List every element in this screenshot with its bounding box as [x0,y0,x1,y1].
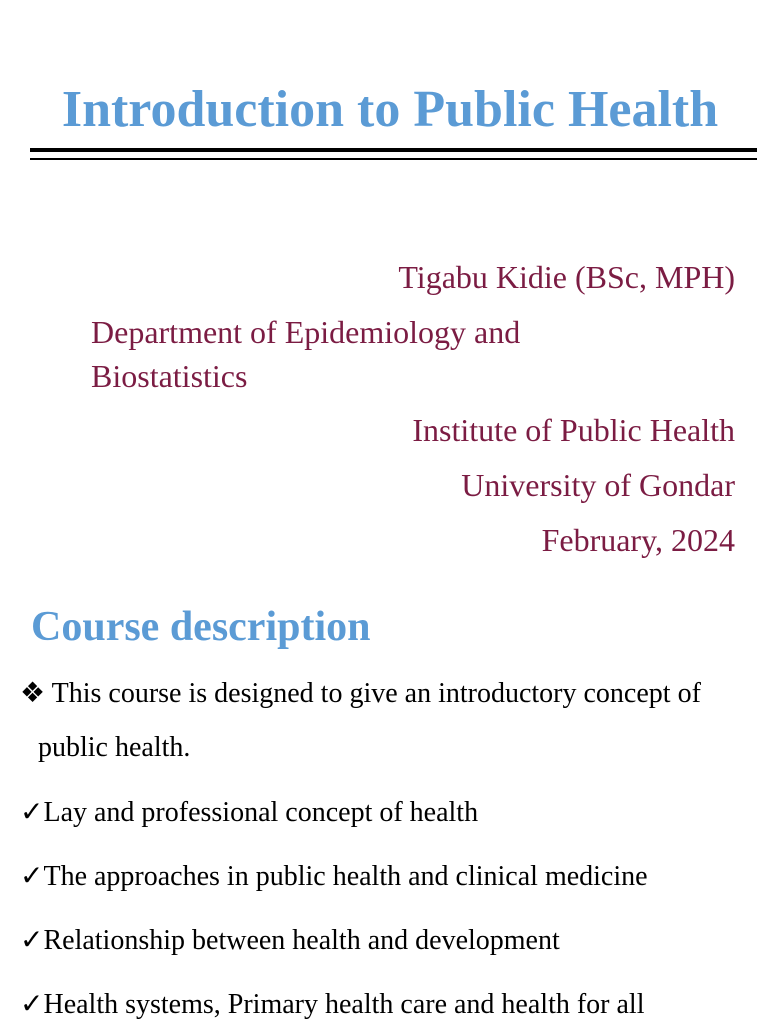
institute-name: Institute of Public Health [412,412,735,448]
list-item-text: Health systems, Primary health care and health for all [43,989,645,1020]
title-divider-thin [30,158,757,160]
list-item-text: Relationship between health and development [43,925,560,956]
check-mark-icon: ✓ [20,797,44,828]
course-intro-continuation: public health. [38,732,191,763]
title-divider-thick [30,148,757,152]
presentation-date: February, 2024 [541,522,735,558]
list-item-text: Lay and professional concept of health [43,797,479,828]
course-intro-line [20,676,701,712]
list-item [20,923,560,959]
course-description-heading: Course description [31,604,371,650]
list-item [20,987,644,1023]
check-mark-icon: ✓ [20,925,44,956]
list-item [20,795,478,831]
list-item [20,859,648,895]
check-mark-icon: ✓ [20,989,44,1020]
slide-title: Introduction to Public Health [61,81,719,138]
author-name: Tigabu Kidie (BSc, MPH) [398,259,735,295]
department-name: Department of Epidemiology and Biostatistics [91,314,521,394]
list-item-text: The approaches in public health and clinical medicine [43,861,648,892]
course-intro-text: This course is designed to give an introductory concept of [51,678,701,709]
check-mark-icon: ✓ [20,861,44,892]
university-name: University of Gondar [461,467,735,503]
diamond-bullet-icon: ❖ [20,678,46,709]
